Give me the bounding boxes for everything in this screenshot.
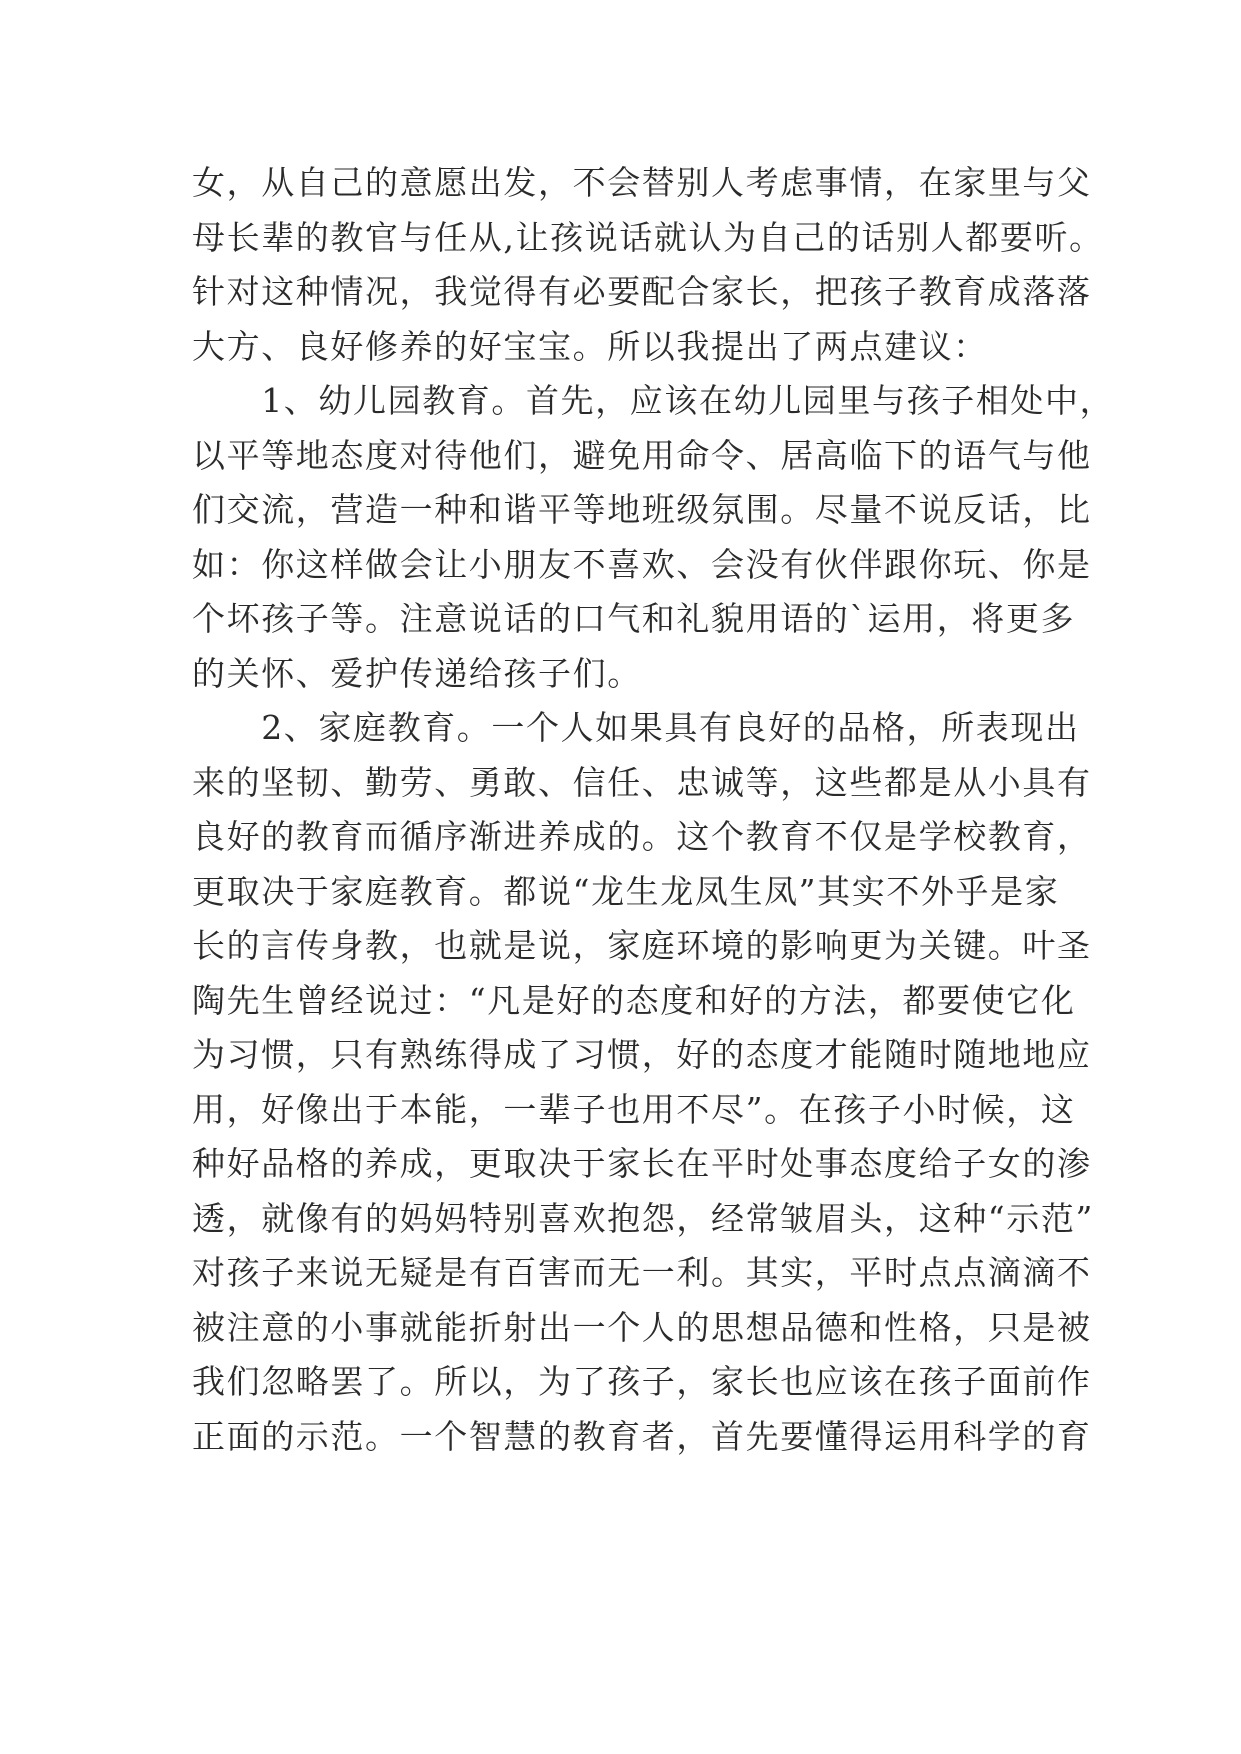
text-line: 来的坚韧、勤劳、勇敢、信任、忠诚等，这些都是从小具有	[192, 762, 1092, 802]
text-line: 如：你这样做会让小朋友不喜欢、会没有伙伴跟你玩、你是	[192, 544, 1092, 584]
text-line: 们交流，营造一种和谐平等地班级氛围。尽量不说反话，比	[192, 490, 1092, 529]
text-line: 种好品格的养成，更取决于家长在平时处事态度给子女的渗	[192, 1144, 1092, 1183]
text-line: 以平等地态度对待他们，避免用命令、居高临下的语气与他	[192, 435, 1092, 475]
text-line: 的关怀、爱护传递给孩子们。	[192, 653, 642, 693]
text-line: 为习惯，只有熟练得成了习惯，好的态度才能随时随地地应	[192, 1035, 1092, 1074]
text-line: 更取决于家庭教育。都说“龙生龙凤生凤”其实不外乎是家	[192, 871, 1060, 911]
text-line: 陶先生曾经说过：“凡是好的态度和好的方法，都要使它化	[192, 980, 1076, 1020]
text-line: 正面的示范。一个智慧的教育者，首先要懂得运用科学的育	[192, 1416, 1092, 1456]
text-line: 个坏孩子等。注意说话的口气和礼貌用语的`运用，将更多	[192, 599, 1076, 638]
text-line: 大方、良好修养的好宝宝。所以我提出了两点建议：	[192, 326, 988, 366]
text-line: 透，就像有的妈妈特别喜欢抱怨，经常皱眉头，这种“示范”	[192, 1198, 1094, 1238]
text-line: 长的言传身教，也就是说，家庭环境的影响更为关键。叶圣	[192, 926, 1092, 965]
text-line: 对孩子来说无疑是有百害而无一利。其实，平时点点滴滴不	[192, 1253, 1092, 1292]
text-line: 良好的教育而循序渐进养成的。这个教育不仅是学校教育，	[192, 817, 1092, 856]
document-body	[192, 156, 1115, 1464]
text-line: 女，从自己的意愿出发，不会替别人考虑事情，在家里与父	[192, 163, 1092, 202]
text-line: 母长辈的教官与任从,让孩说话就认为自己的话别人都要听。	[192, 217, 1104, 257]
text-line: 针对这种情况，我觉得有必要配合家长，把孩子教育成落落	[192, 272, 1092, 311]
paragraph-2-first-line: 2、家庭教育。一个人如果具有良好的品格，所表现出	[192, 708, 1080, 747]
text-line: 被注意的小事就能折射出一个人的思想品德和性格，只是被	[192, 1307, 1092, 1347]
text-line: 我们忽略罢了。所以，为了孩子，家长也应该在孩子面前作	[192, 1362, 1092, 1401]
text-line: 用，好像出于本能，一辈子也用不尽”。在孩子小时候，这	[192, 1089, 1076, 1129]
paragraph-1-first-line: 1、幼儿园教育。首先，应该在幼儿园里与孩子相处中，	[192, 381, 1115, 420]
